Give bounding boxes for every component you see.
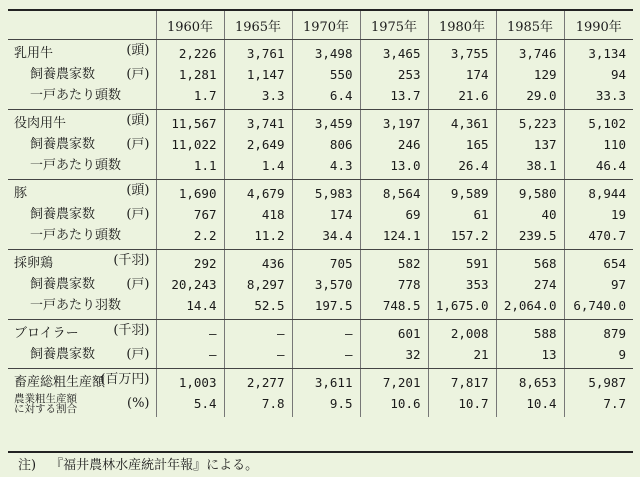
table-cell: 470.7	[564, 225, 633, 250]
table-cell: 6,740.0	[564, 295, 633, 320]
table-cell: 2,649	[224, 134, 292, 155]
row-label	[8, 155, 156, 180]
table-cell: 3,761	[224, 40, 292, 65]
footnote-text: 『福井農林水産統計年報』による。	[50, 458, 259, 473]
row-label	[8, 64, 156, 85]
table-cell: 1,147	[224, 64, 292, 85]
table-cell: 3,498	[292, 40, 360, 65]
table-cell: 7,201	[360, 369, 428, 394]
year-header: 1980年	[428, 11, 496, 40]
footnote	[18, 454, 258, 473]
table-body	[8, 40, 633, 418]
cropped-title-strip	[0, 0, 640, 9]
row-label-text: 飼養農家数	[30, 277, 96, 292]
table-cell: 20,243	[156, 274, 224, 295]
table-cell: 3.3	[224, 85, 292, 110]
table-cell: 246	[360, 134, 428, 155]
row-label	[8, 295, 156, 320]
table-cell: 5,987	[564, 369, 633, 394]
table-cell: 2,226	[156, 40, 224, 65]
row-unit: (戸)	[126, 67, 150, 82]
table-row	[8, 369, 633, 394]
row-unit: (百万円)	[100, 372, 150, 387]
table-cell: 4.3	[292, 155, 360, 180]
year-header-row	[8, 11, 633, 40]
table-cell: 7.7	[564, 393, 633, 417]
table-cell: 137	[496, 134, 564, 155]
table-cell: 5,223	[496, 110, 564, 135]
table-cell: 129	[496, 64, 564, 85]
row-label	[8, 250, 156, 275]
row-label-text: 一戸あたり頭数	[30, 228, 122, 243]
row-unit: (%)	[127, 396, 150, 411]
table-cell: 3,611	[292, 369, 360, 394]
table-cell: —	[224, 320, 292, 345]
table-cell: 21	[428, 344, 496, 369]
table-cell: 654	[564, 250, 633, 275]
table-cell: 8,297	[224, 274, 292, 295]
table-cell: 5,983	[292, 180, 360, 205]
table-cell: 2,064.0	[496, 295, 564, 320]
table-cell: 274	[496, 274, 564, 295]
table-cell: 253	[360, 64, 428, 85]
table-row	[8, 274, 633, 295]
row-label	[8, 85, 156, 110]
table-cell: 8,564	[360, 180, 428, 205]
row-label-text: 飼養農家数	[30, 137, 96, 152]
table-row	[8, 64, 633, 85]
row-label	[8, 393, 156, 417]
row-unit: (戸)	[126, 347, 150, 362]
row-label-line: に対する割合	[14, 402, 77, 415]
table-cell: 778	[360, 274, 428, 295]
table-cell: 806	[292, 134, 360, 155]
table-cell: —	[292, 344, 360, 369]
row-label-text: 飼養農家数	[30, 347, 96, 362]
row-label	[8, 180, 156, 205]
table-row	[8, 180, 633, 205]
row-unit: (千羽)	[113, 253, 150, 268]
row-label-text-two-line	[14, 394, 77, 414]
table-cell: 14.4	[156, 295, 224, 320]
table-row	[8, 40, 633, 65]
table-cell: 10.6	[360, 393, 428, 417]
table-cell: 124.1	[360, 225, 428, 250]
table-cell: 239.5	[496, 225, 564, 250]
table-cell: 3,741	[224, 110, 292, 135]
table-cell: 11.2	[224, 225, 292, 250]
table-cell: 436	[224, 250, 292, 275]
table-cell: 4,679	[224, 180, 292, 205]
table-row	[8, 155, 633, 180]
table-cell: 10.7	[428, 393, 496, 417]
table-cell: 5,102	[564, 110, 633, 135]
table-cell: —	[156, 320, 224, 345]
table-cell: 3,746	[496, 40, 564, 65]
footnote-label: 注)	[18, 458, 37, 473]
table-cell: 13.0	[360, 155, 428, 180]
table-cell: 9,589	[428, 180, 496, 205]
row-label-text: 一戸あたり頭数	[30, 158, 122, 173]
table-row	[8, 110, 633, 135]
row-label	[8, 110, 156, 135]
table-cell: 34.4	[292, 225, 360, 250]
table-cell: 29.0	[496, 85, 564, 110]
table-row	[8, 225, 633, 250]
row-label-text: 飼養農家数	[30, 67, 96, 82]
table-cell: 879	[564, 320, 633, 345]
table-cell: 2,008	[428, 320, 496, 345]
table-cell: 26.4	[428, 155, 496, 180]
row-unit: (頭)	[126, 43, 150, 58]
table-cell: 568	[496, 250, 564, 275]
row-unit: (戸)	[126, 277, 150, 292]
row-unit: (戸)	[126, 207, 150, 222]
table-cell: 1,281	[156, 64, 224, 85]
table-cell: 591	[428, 250, 496, 275]
livestock-statistics-table	[8, 11, 633, 417]
table-cell: 8,653	[496, 369, 564, 394]
table-cell: 46.4	[564, 155, 633, 180]
table-cell: 32	[360, 344, 428, 369]
row-label-text: 一戸あたり羽数	[30, 298, 122, 313]
table-cell: 767	[156, 204, 224, 225]
table-cell: 1.7	[156, 85, 224, 110]
table-cell: 7,817	[428, 369, 496, 394]
table-cell: 61	[428, 204, 496, 225]
table-cell: 94	[564, 64, 633, 85]
table-cell: 292	[156, 250, 224, 275]
table-cell: 3,459	[292, 110, 360, 135]
row-label-text: 採卵鶏	[14, 256, 54, 271]
table-cell: 9,580	[496, 180, 564, 205]
table-cell: 2,277	[224, 369, 292, 394]
table-cell: 9.5	[292, 393, 360, 417]
table-cell: —	[156, 344, 224, 369]
table-cell: 1,675.0	[428, 295, 496, 320]
table-cell: 13.7	[360, 85, 428, 110]
row-label-line: 農業粗生産額	[14, 393, 77, 405]
table-cell: 3,570	[292, 274, 360, 295]
table-cell: 110	[564, 134, 633, 155]
row-label	[8, 344, 156, 369]
row-label	[8, 320, 156, 345]
table-cell: 1.4	[224, 155, 292, 180]
table-cell: 174	[428, 64, 496, 85]
table-row	[8, 134, 633, 155]
table-cell: 52.5	[224, 295, 292, 320]
table-cell: 33.3	[564, 85, 633, 110]
table-cell: 1.1	[156, 155, 224, 180]
table-cell: —	[292, 320, 360, 345]
table-cell: 353	[428, 274, 496, 295]
table-cell: 418	[224, 204, 292, 225]
table-row	[8, 250, 633, 275]
row-label	[8, 134, 156, 155]
table-cell: —	[224, 344, 292, 369]
row-unit: (戸)	[126, 137, 150, 152]
table-cell: 4,361	[428, 110, 496, 135]
table-cell: 9	[564, 344, 633, 369]
table-cell: 10.4	[496, 393, 564, 417]
table-cell: 3,134	[564, 40, 633, 65]
table-cell: 748.5	[360, 295, 428, 320]
table-cell: 11,022	[156, 134, 224, 155]
year-header: 1975年	[360, 11, 428, 40]
table-cell: 3,465	[360, 40, 428, 65]
year-header: 1990年	[564, 11, 633, 40]
table-cell: 705	[292, 250, 360, 275]
table-cell: 157.2	[428, 225, 496, 250]
table-cell: 11,567	[156, 110, 224, 135]
row-unit: (千羽)	[113, 323, 150, 338]
table-cell: 6.4	[292, 85, 360, 110]
table-cell: 97	[564, 274, 633, 295]
table-cell: 13	[496, 344, 564, 369]
row-label-text: 豚	[14, 186, 28, 201]
header-corner	[8, 11, 156, 40]
table-cell: 69	[360, 204, 428, 225]
year-header: 1965年	[224, 11, 292, 40]
table-cell: 2.2	[156, 225, 224, 250]
table-cell: 3,755	[428, 40, 496, 65]
year-header: 1960年	[156, 11, 224, 40]
table-cell: 3,197	[360, 110, 428, 135]
row-label-text: 飼養農家数	[30, 207, 96, 222]
table-cell: 40	[496, 204, 564, 225]
table-cell: 165	[428, 134, 496, 155]
table-cell: 582	[360, 250, 428, 275]
year-header: 1985年	[496, 11, 564, 40]
table-cell: 601	[360, 320, 428, 345]
row-label	[8, 225, 156, 250]
table-row	[8, 295, 633, 320]
table-cell: 1,003	[156, 369, 224, 394]
table-cell: 588	[496, 320, 564, 345]
row-label	[8, 274, 156, 295]
table-cell: 21.6	[428, 85, 496, 110]
table-row	[8, 320, 633, 345]
row-label	[8, 40, 156, 65]
table-cell: 197.5	[292, 295, 360, 320]
table-cell: 550	[292, 64, 360, 85]
row-unit: (頭)	[126, 113, 150, 128]
table-cell: 1,690	[156, 180, 224, 205]
table-row	[8, 344, 633, 369]
row-label-text: 役肉用牛	[14, 116, 67, 131]
row-label-text: 乳用牛	[14, 46, 54, 61]
table-cell: 5.4	[156, 393, 224, 417]
row-label	[8, 369, 156, 394]
row-label-text: 畜産総粗生産額	[14, 375, 106, 390]
table-cell: 7.8	[224, 393, 292, 417]
row-label-text: 一戸あたり頭数	[30, 88, 122, 103]
table-cell: 174	[292, 204, 360, 225]
table-cell: 8,944	[564, 180, 633, 205]
table-row	[8, 204, 633, 225]
row-label	[8, 204, 156, 225]
table-row	[8, 393, 633, 417]
table-cell: 38.1	[496, 155, 564, 180]
row-label-text: ブロイラー	[14, 326, 79, 341]
table-row	[8, 85, 633, 110]
year-header: 1970年	[292, 11, 360, 40]
livestock-table-frame	[8, 9, 633, 453]
row-unit: (頭)	[126, 183, 150, 198]
table-cell: 19	[564, 204, 633, 225]
